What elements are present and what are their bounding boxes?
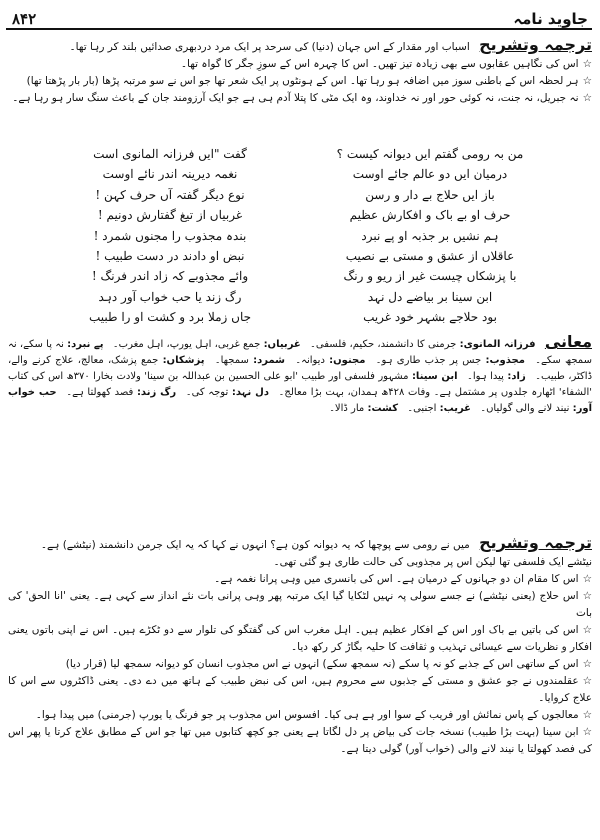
star-icon: ☆: [582, 75, 592, 87]
glossary-heading: معانی: [544, 332, 592, 351]
poem-couplet: من بہ رومی گفتم ایں دیوانہ کیست ؟ گفت "ایں فرزانہ المانوی است: [93, 147, 524, 161]
poem-couplet: ہم نشیں بر جذبہ او پے نبرد بندہ مجذوب را مجنوں شمرد !: [93, 228, 499, 243]
glossary-def: جس پر جذب طاری ہو۔: [375, 355, 482, 366]
glossary-def: مشہور فلسفی اور طبیب 'ابو علی الحسین بن عبداللہ بن سینا' ولادت بخارا ۳۷۰ھ اس کی کتاب 'الشفاء' اٹھارہ جلدوں پر مشتمل ہے۔ وفات ۴۲۸ھ ہمدان، بہت بڑا معالج۔: [8, 371, 592, 398]
glossary-def: اجنبی۔: [407, 403, 437, 414]
glossary-def: فصد کھولتا ہے۔: [66, 387, 134, 398]
glossary-def: دیوانہ۔: [295, 355, 325, 366]
star-icon: ☆: [582, 590, 592, 602]
star-icon: ☆: [582, 573, 592, 585]
glossary-def: جمع پزشک، معالج، علاج کرنے والے، ڈاکٹر، طبیب۔: [8, 355, 593, 382]
section1-para: ☆ہر لحظہ اس کے باطنی سوز میں اضافہ ہو رہا تھا۔ اس کے ہونٹوں پر ایک شعر تھا جو اس نے سو مرتبہ پڑھا (بار بار پڑھتا تھا): [8, 73, 592, 90]
persian-poem: [50, 144, 550, 328]
section2-para: ☆عقلمندوں نے جو عشق و مستی کے جذبوں سے محروم ہیں، اس کی نبض طبیب کے ہاتھ میں دے دی۔ یعنی ڈاکٹروں سے اس کا علاج کروایا۔: [8, 675, 592, 704]
section1-para: ☆اس کی نگاہیں عقابوں سے بھی زیادہ تیز تھیں۔ اس کا چہرہ اس کے سوزِ جگر کا گواہ تھا۔: [8, 56, 592, 73]
glossary-def: سمجھا۔: [214, 355, 249, 366]
glossary-term: مجنوں:: [329, 355, 366, 366]
section1-intro: اسباب اور مقدار کے اس جہان (دنیا) کی سرحد پر ایک مرد دردبھری صدائیں بلند کر رہا تھا۔: [69, 41, 470, 53]
glossary-term: غربیاں:: [263, 339, 301, 350]
section2-para: ☆اس کی باتیں بے باک اور اس کے افکار عظیم ہیں۔ اہل مغرب اس کی گفتگو کی تلوار سے دو ٹکڑے ہیں۔ اس نے اپنی باتوں یعنی افکار و نظریات سے عیسائی تہذیب و ثقافت کا حلیہ بگاڑ کر رکھ دیا۔: [8, 624, 592, 653]
section2-para: ☆ابن سینا (بہت بڑا طبیب) نسخہ جات کی بیاض پر دل لگاتا ہے یعنی جو کچھ کتابوں میں تھا جو اس کے مطابق علاج کرتا یا پھر اس کی فصد کھولتا یا نیند لانے والی (خواب آور) گولی دیتا ہے۔: [8, 726, 592, 755]
glossary-term: زاد:: [507, 371, 526, 382]
glossary-section: [8, 334, 592, 417]
star-icon: ☆: [582, 92, 592, 104]
section2-para: ☆اس حلاج (یعنی نیٹشے) نے جسے سولی پہ نہیں لٹکایا گیا ایک مرتبہ پھر وہی پرانی بات نئے انداز سے کہی ہے۔ یعنی 'انا الحق' کی بات: [8, 590, 592, 619]
glossary-term: کشت:: [367, 403, 399, 414]
star-icon: ☆: [582, 624, 592, 636]
section2-heading: ترجمہ وتشریح: [479, 533, 592, 552]
poem-couplet: حرف او بے باک و افکارش عظیم غربیاں از تیغ گفتارش دونیم !: [97, 208, 511, 223]
glossary-term: حب خواب آور:: [8, 387, 592, 414]
glossary-def: نہ پا سکے، نہ سمجھ سکے۔: [8, 339, 592, 366]
section2-para: ☆اس کے ساتھی اس کے جذبے کو نہ پا سکے (نہ سمجھ سکے) انہوں نے اس مجذوب انسان کو دیوانہ سمجھ لیا (قرار دیا): [8, 656, 592, 673]
page-number: ۸۴۲: [12, 10, 37, 28]
section-translation-1: [8, 36, 592, 107]
star-icon: ☆: [582, 658, 592, 670]
glossary-def: نیند لانے والی گولیاں۔: [480, 403, 570, 414]
section1-para: ☆نہ جبریل، نہ جنت، نہ کوئی حور اور نہ خداوند، وہ ایک مٹی کا پتلا آدم ہی ہے جو ایک آرزومند جان کے باعث سنگ سار ہو رہا ہے۔: [8, 90, 592, 107]
glossary-def: توجہ کی۔: [185, 387, 229, 398]
star-icon: ☆: [582, 709, 592, 721]
glossary-term: غریب:: [439, 403, 472, 414]
poem-couplet: عاقلاں از عشق و مستی بے نصیب نبض او دادند در دست طبیب !: [95, 248, 515, 263]
star-icon: ☆: [582, 726, 592, 738]
section2-intro-line: [8, 534, 592, 554]
poem-couplet: بود حلاجے بشہر خود غریب جاں زملا برد و کشت او را طبیب: [88, 310, 497, 325]
poem-couplet: درمیان ایں دو عالم جائے اوست نغمہ دیرینہ اندر نائے اوست: [102, 167, 508, 182]
section1-intro-line: [8, 36, 592, 56]
section-translation-2: [8, 534, 592, 758]
section2-para: ☆معالجوں کے پاس نمائش اور فریب کے سوا اور ہے ہی کیا۔ افسوس اس مجذوب پر جو فرنگ یا یورپ (جرمنی) میں پیدا ہوا۔: [8, 707, 592, 724]
glossary-def: پیدا ہوا۔: [467, 371, 504, 382]
glossary-term: مجذوب:: [485, 355, 525, 366]
glossary-term: دل نہد:: [231, 387, 269, 398]
star-icon: ☆: [582, 58, 592, 70]
page-header: [6, 4, 592, 30]
poem-couplet: باز ایں حلاج بے دار و رسن نوع دیگر گفتہ آں حرف کہن !: [95, 187, 495, 202]
running-title: جاوید نامہ: [513, 10, 588, 28]
section2-para: ☆اس کا مقام ان دو جہانوں کے درمیان ہے۔ اس کی بانسری میں وہی پرانا نغمہ ہے۔: [8, 571, 592, 588]
glossary-term: فرزانہ المانوی:: [459, 339, 536, 350]
section2-intro2: نیٹشے ایک فلسفی تھا لیکن اس پر مجذوبی کی حالت طاری ہو گئی تھی۔: [273, 556, 592, 568]
glossary-term: رگ زند:: [136, 387, 177, 398]
glossary-term: شمرد:: [253, 355, 285, 366]
glossary-def: جرمنی کا دانشمند، حکیم، فلسفی۔: [310, 339, 457, 350]
star-icon: ☆: [582, 675, 592, 687]
section2-intro: میں نے رومی سے پوچھا کہ یہ دیوانہ کون ہے؟ انہوں نے کہا کہ یہ ایک جرمن دانشمند (نیٹشے) ہے۔: [40, 539, 470, 551]
glossary-term: پے نبرد:: [67, 339, 104, 350]
glossary-def: جمع غربی، اہل یورپ، اہل مغرب۔: [112, 339, 261, 350]
section1-heading: ترجمہ وتشریح: [479, 35, 592, 54]
poem-couplet: ابن سینا بر بیاضے دل نہد رگ زند یا حب خواب آور دہد: [98, 289, 493, 304]
glossary-block: [8, 334, 592, 417]
glossary-term: ابن سینا:: [411, 371, 458, 382]
glossary-term: پزشکاں:: [162, 355, 205, 366]
poem-couplet: با پزشکاں چیست غیر از ریو و رنگ وائے مجذوبے کہ زاد اندر فرنگ !: [91, 269, 517, 284]
glossary-def: مار ڈالا۔: [329, 403, 365, 414]
